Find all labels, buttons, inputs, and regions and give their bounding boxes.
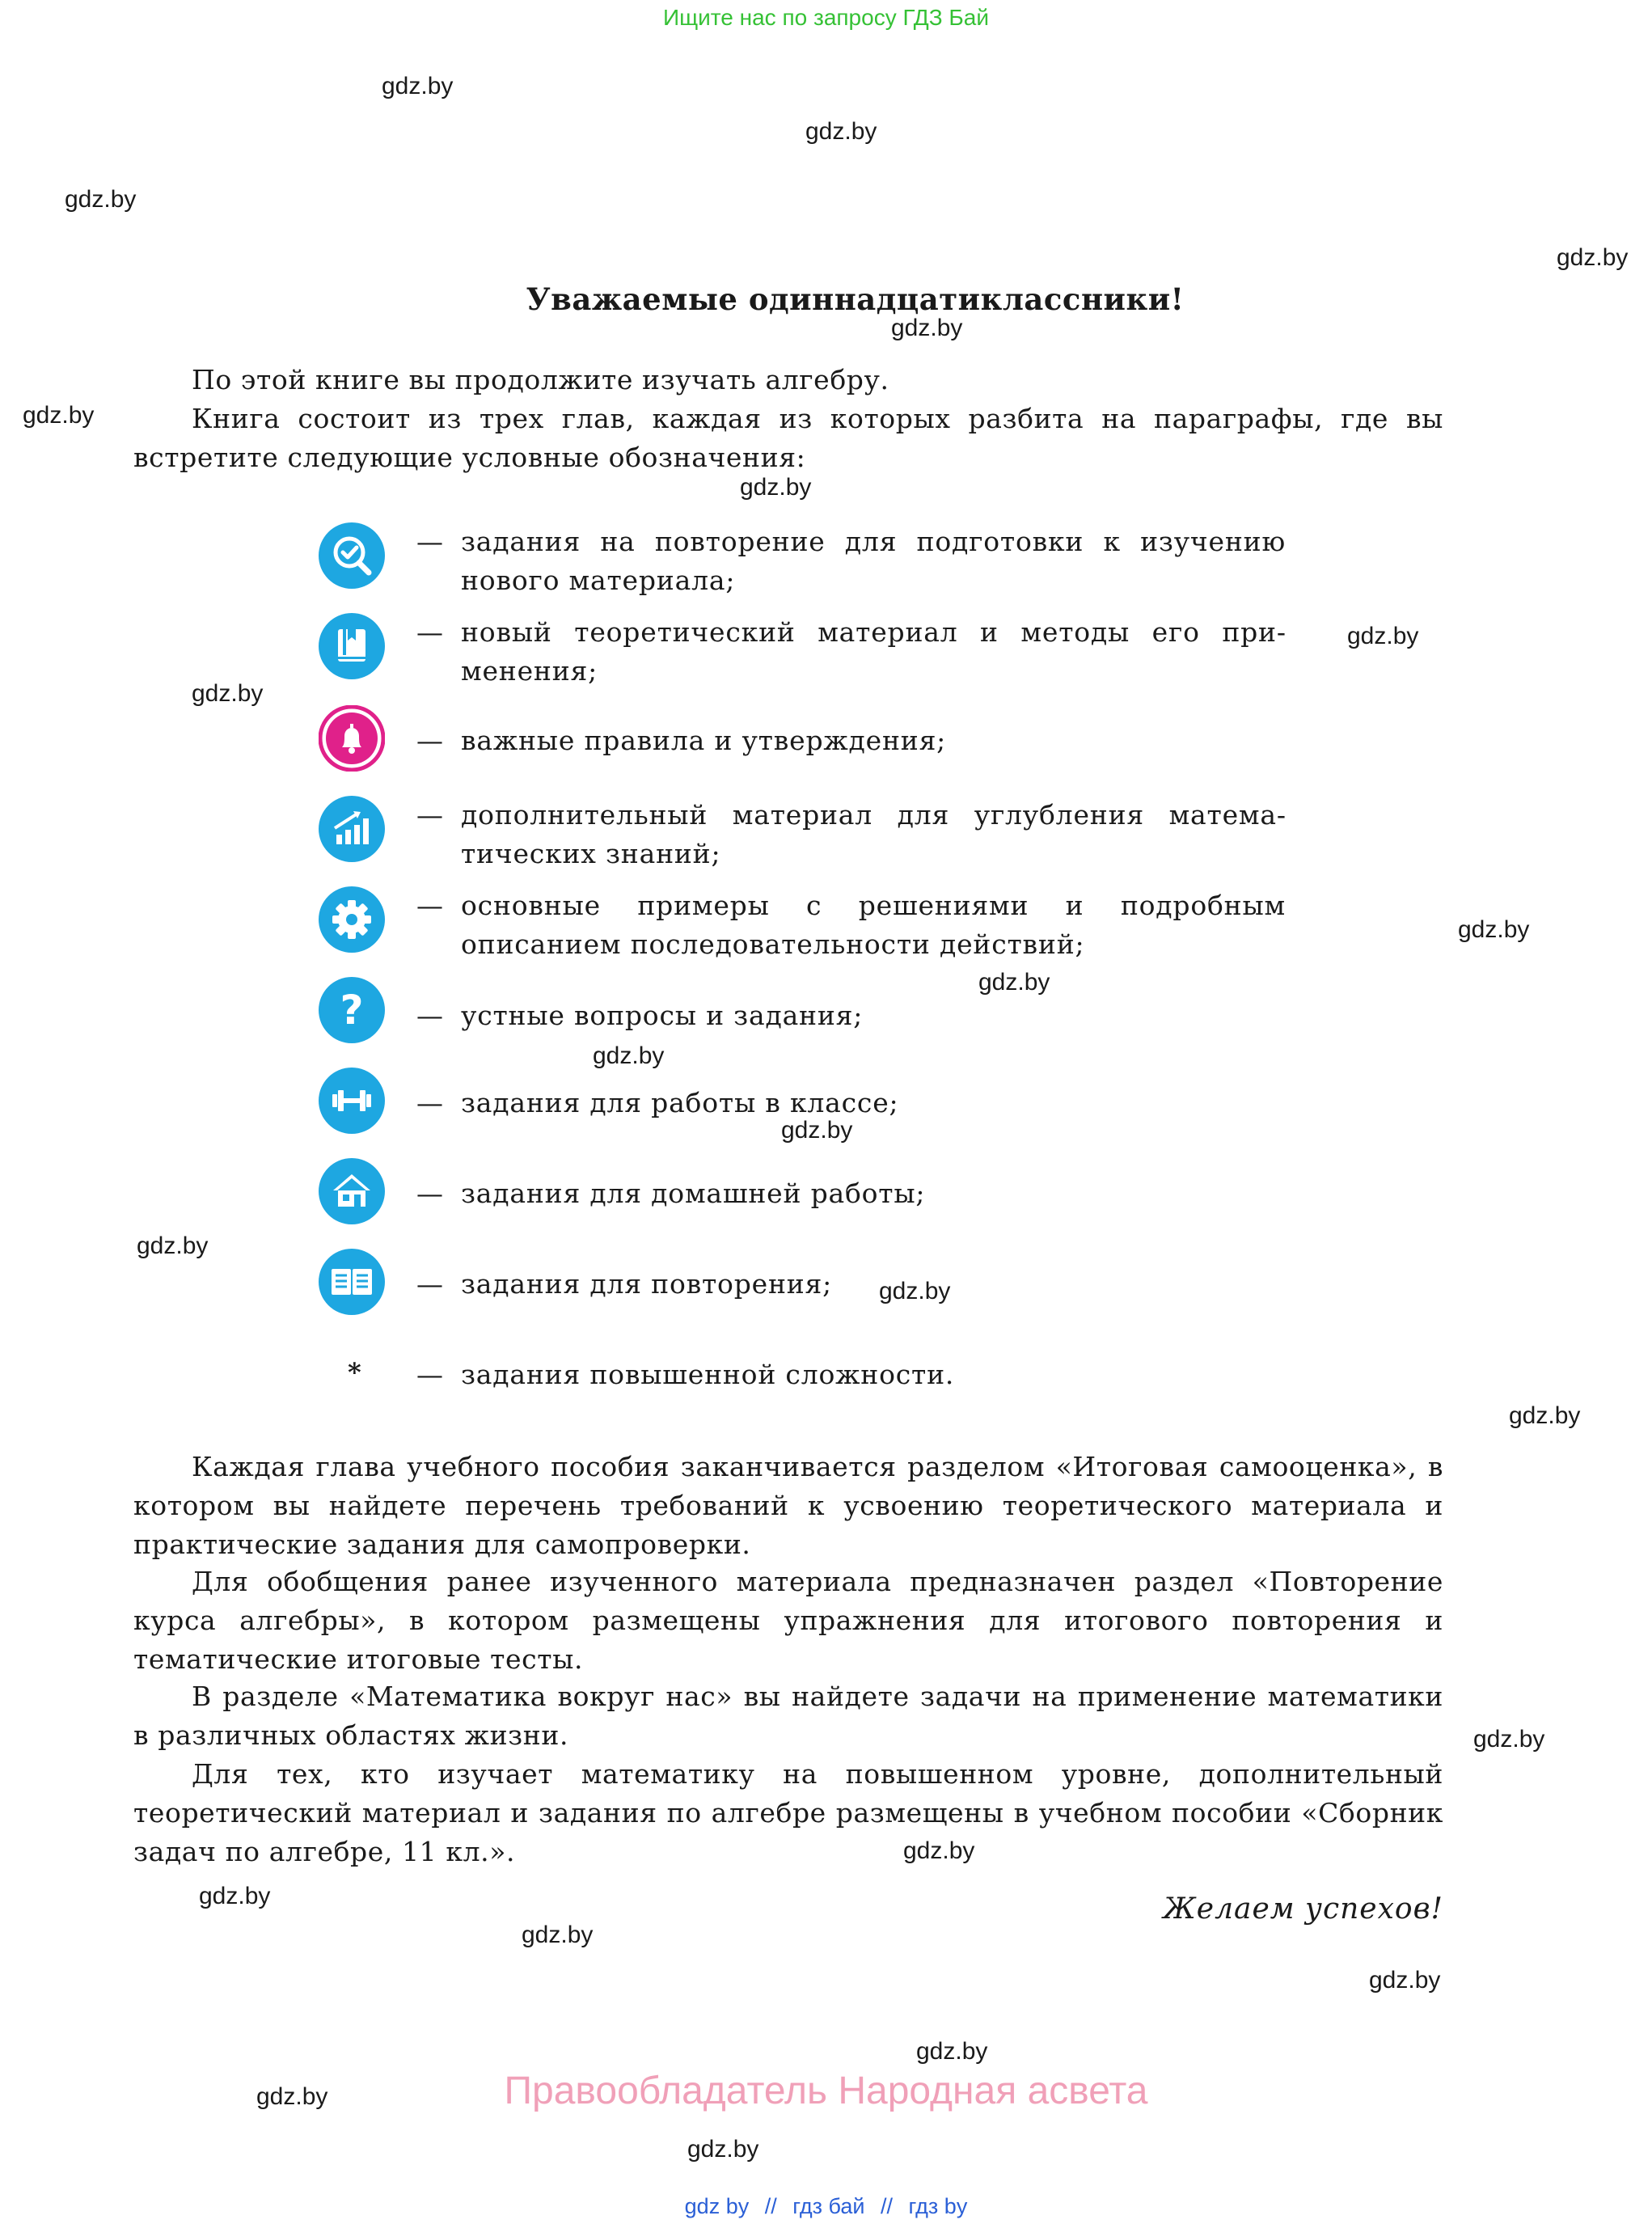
legend-dash: — — [416, 1000, 443, 1031]
top-banner: Ищите нас по запросу ГДЗ Бай — [662, 5, 990, 30]
link-gdz-by-alt[interactable]: гдз by — [908, 2194, 968, 2218]
legend-dash: — — [416, 890, 443, 921]
bell-icon — [319, 705, 385, 772]
legend-text: задания на повторение для подготовки к изучению нового материала; — [461, 526, 1286, 596]
legend-dash: — — [416, 1359, 443, 1390]
watermark: gdz.by — [903, 1837, 975, 1864]
body-paragraph: Каждая глава учебного пособия заканчивается разделом «Итоговая самооценка», в котором вы найдете перечень требований к усвоению теоретического материала и практические задания для самопроверки. — [133, 1451, 1443, 1560]
search-check-icon — [319, 522, 385, 589]
intro-paragraph: По этой книге вы продолжите изучать алгебру. — [192, 364, 889, 395]
watermark: gdz.by — [1557, 244, 1629, 271]
legend-item — [315, 522, 1302, 600]
closing-wish: Желаем успехов! — [1163, 1892, 1443, 1926]
link-gdz-by[interactable]: gdz by — [684, 2194, 750, 2218]
watermark: gdz.by — [256, 2083, 328, 2110]
legend-item — [315, 796, 1302, 873]
legend-text: дополнительный материал для углубления математических знаний; — [461, 799, 1286, 869]
legend-text: задания повышенной сложности. — [461, 1359, 955, 1390]
growth-chart-icon — [319, 796, 385, 862]
legend-dash: — — [416, 1178, 443, 1209]
legend-item — [315, 1158, 1302, 1236]
watermark: gdz.by — [1369, 1967, 1441, 1994]
watermark: gdz.by — [1509, 1402, 1581, 1429]
svg-text:?: ? — [340, 987, 364, 1034]
watermark: gdz.by — [1347, 623, 1419, 649]
watermark: gdz.by — [382, 73, 454, 99]
watermark: gdz.by — [1473, 1726, 1545, 1753]
watermark: gdz.by — [740, 474, 812, 501]
watermark: gdz.by — [1458, 916, 1530, 943]
watermark: gdz.by — [65, 186, 137, 213]
page-title: Уважаемые одиннадцатиклассники! — [526, 281, 1185, 317]
asterisk-icon: * — [348, 1357, 361, 1388]
watermark: gdz.by — [879, 1278, 951, 1304]
legend-item — [315, 1068, 1302, 1145]
legend-text: важные правила и утверждения; — [461, 725, 947, 756]
legend-item — [315, 705, 1302, 783]
legend-text: задания для работы в классе; — [461, 1087, 899, 1118]
question-icon — [319, 977, 385, 1043]
body-paragraph: Для тех, кто изучает математику на повышенном уровне, дополнительный теоретический материал и задания по алгебре размещены в учебном пособии «Сборник задач по алгебре, 11 кл.». — [133, 1758, 1443, 1867]
bottom-links — [0, 2194, 1652, 2219]
house-icon — [319, 1158, 385, 1224]
intro-paragraph: Книга состоит из трех глав, каждая из которых разбита на параграфы, где вы встретите следующие условные обозначения: — [133, 403, 1443, 473]
watermark: gdz.by — [199, 1883, 271, 1909]
legend-text: новый теоретический материал и методы его применения; — [461, 616, 1286, 687]
link-gdz-bai[interactable]: гдз бай — [792, 2194, 865, 2218]
watermark: gdz.by — [805, 118, 877, 145]
watermark: gdz.by — [522, 1922, 594, 1948]
watermark: gdz.by — [137, 1233, 209, 1259]
legend-dash: — — [416, 725, 443, 756]
legend-item — [315, 977, 1302, 1055]
legend-item — [315, 613, 1302, 691]
book-icon — [319, 613, 385, 679]
legend-dash: — — [416, 1268, 443, 1300]
watermark: gdz.by — [593, 1042, 665, 1069]
watermark: gdz.by — [192, 680, 264, 707]
legend-text: основные примеры с решениями и подробным описанием последовательности действий; — [461, 890, 1286, 960]
legend-text: задания для повторения; — [461, 1268, 833, 1300]
legend-item — [315, 1355, 1302, 1433]
watermark: gdz.by — [978, 969, 1050, 996]
watermark: gdz.by — [916, 2038, 988, 2065]
legend-dash: — — [416, 799, 443, 831]
open-book-icon — [319, 1249, 385, 1315]
link-separator: // — [881, 2194, 894, 2218]
watermark: gdz.by — [23, 402, 95, 429]
watermark: gdz.by — [687, 2136, 759, 2163]
body-paragraph: В разделе «Математика вокруг нас» вы найдете задачи на применение математики в различных областях жизни. — [133, 1681, 1443, 1751]
legend-item — [315, 886, 1302, 964]
legend-text: задания для домашней работы; — [461, 1178, 926, 1209]
link-separator: // — [764, 2194, 777, 2218]
legend-item — [315, 1249, 1302, 1326]
watermark: gdz.by — [781, 1117, 853, 1144]
gear-icon — [319, 886, 385, 953]
watermark: gdz.by — [891, 315, 963, 341]
legend-dash: — — [416, 1087, 443, 1118]
legend-dash: — — [416, 616, 443, 648]
body-paragraph: Для обобщения ранее изученного материала предназначен раздел «Повторение курса алгебры», в котором размещены упражнения для итогового повторения и тематические итоговые тесты. — [133, 1566, 1443, 1675]
dumbbell-icon — [319, 1068, 385, 1134]
legend-dash: — — [416, 526, 443, 557]
copyright-notice: Правообладатель Народная асвета — [504, 2070, 1148, 2112]
legend-text: устные вопросы и задания; — [461, 1000, 864, 1031]
